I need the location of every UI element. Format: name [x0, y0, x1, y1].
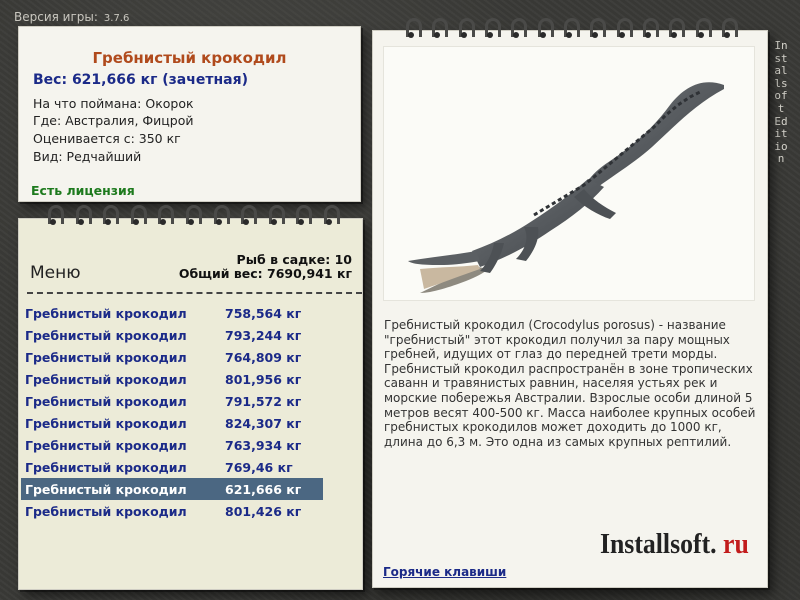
spiral-ring-icon: [156, 205, 170, 227]
version-number: 3.7.6: [103, 13, 130, 24]
fish-list-row[interactable]: [21, 500, 323, 522]
fish-weight: Вес: 621,666 кг (зачетная): [33, 72, 248, 88]
list-divider: [27, 292, 362, 294]
spiral-ring-icon: [588, 18, 602, 40]
hotkeys-link[interactable]: Горячие клавиши: [383, 565, 507, 579]
fish-list-row[interactable]: [21, 434, 323, 456]
keepnet-total-weight: Общий вес: 7690,941 кг: [178, 266, 352, 281]
fish-row-name: Гребнистый крокодил: [25, 327, 187, 343]
fish-row-name: Гребнистый крокодил: [25, 349, 187, 365]
fish-list-row[interactable]: [21, 456, 323, 478]
trophy-threshold: Оценивается с: 350 кг: [33, 131, 181, 146]
fish-row-weight: 769,46 кг: [225, 459, 293, 475]
fish-row-weight: 801,956 кг: [225, 371, 302, 387]
fish-row-name: Гребнистый крокодил: [25, 437, 187, 453]
fish-list-row[interactable]: [21, 478, 323, 500]
fish-list-row[interactable]: [21, 324, 323, 346]
spiral-ring-icon: [46, 205, 60, 227]
fish-list-row[interactable]: [21, 302, 323, 324]
fish-list: [21, 302, 323, 522]
fish-row-weight: 801,426 кг: [225, 503, 302, 519]
spiral-ring-icon: [267, 205, 281, 227]
fish-row-weight: 793,244 кг: [225, 327, 302, 343]
fish-row-weight: 758,564 кг: [225, 305, 302, 321]
crocodile-illustration: [384, 47, 756, 302]
edition-watermark: Installsoft Edition: [774, 39, 788, 166]
fish-row-weight: 764,809 кг: [225, 349, 302, 365]
fish-row-weight: 621,666 кг: [225, 481, 302, 497]
spiral-ring-icon: [404, 18, 418, 40]
fish-row-name: Гребнистый крокодил: [25, 305, 187, 321]
version-label: Версия игры:: [14, 10, 98, 24]
fish-list-row[interactable]: [21, 346, 323, 368]
spiral-ring-icon: [184, 205, 198, 227]
fish-row-name: Гребнистый крокодил: [25, 481, 187, 497]
fish-row-name: Гребнистый крокодил: [25, 503, 187, 519]
fish-list-row[interactable]: [21, 390, 323, 412]
fish-row-name: Гребнистый крокодил: [25, 371, 187, 387]
caught-on: На что поймана: Окорок: [33, 96, 194, 111]
license-status: Есть лицензия: [31, 183, 135, 198]
rarity: Вид: Редчайший: [33, 149, 142, 164]
crocodile-photo: [383, 46, 755, 301]
spiral-ring-icon: [641, 18, 655, 40]
installsoft-logo: [600, 529, 749, 561]
spiral-ring-icon: [615, 18, 629, 40]
menu-button[interactable]: Меню: [30, 263, 81, 283]
fish-row-name: Гребнистый крокодил: [25, 459, 187, 475]
spiral-ring-icon: [212, 205, 226, 227]
spiral-ring-icon: [457, 18, 471, 40]
game-version: [14, 10, 129, 24]
notebook-spiral-right: [404, 18, 734, 40]
spiral-ring-icon: [667, 18, 681, 40]
spiral-ring-icon: [483, 18, 497, 40]
fish-list-row[interactable]: [21, 412, 323, 434]
fish-row-name: Гребнистый крокодил: [25, 393, 187, 409]
spiral-ring-icon: [694, 18, 708, 40]
fish-row-weight: 824,307 кг: [225, 415, 302, 431]
spiral-ring-icon: [101, 205, 115, 227]
spiral-ring-icon: [430, 18, 444, 40]
brand-tld: ru: [716, 529, 749, 560]
fish-list-row[interactable]: [21, 368, 323, 390]
fish-info-card: [18, 26, 361, 202]
fish-row-name: Гребнистый крокодил: [25, 415, 187, 431]
brand-main: Installsoft.: [600, 529, 717, 560]
spiral-ring-icon: [74, 205, 88, 227]
fish-name: Гребнистый крокодил: [92, 49, 287, 67]
spiral-ring-icon: [239, 205, 253, 227]
spiral-ring-icon: [294, 205, 308, 227]
catch-location: Где: Австралия, Фицрой: [33, 113, 194, 128]
spiral-ring-icon: [562, 18, 576, 40]
spiral-ring-icon: [129, 205, 143, 227]
fish-description-card: [372, 30, 768, 588]
fish-row-weight: 763,934 кг: [225, 437, 302, 453]
spiral-ring-icon: [720, 18, 734, 40]
spiral-ring-icon: [536, 18, 550, 40]
notebook-spiral-left: [46, 205, 336, 227]
keepnet-count: Рыб в садке: 10: [236, 252, 352, 267]
catch-list-card: [18, 218, 363, 590]
fish-description-text: Гребнистый крокодил (Crocodylus porosus) - название "гребнистый" этот крокодил получил за пару мощных гребней, идущих от глаз до передней трети морды. Гребнистый крокодил распространён в зоне тропических саванн и травянистых равнин, населяя устьях рек и морские побережья Австралии. Взрослые особи длиной 5 метров весят 400-500 кг. Масса наиболее крупных особей гребнистых крокодилов может доходить до 1000 кг, длина до 6,3 м. Это одна из самых крупных рептилий.: [384, 318, 756, 449]
fish-row-weight: 791,572 кг: [225, 393, 302, 409]
spiral-ring-icon: [509, 18, 523, 40]
spiral-ring-icon: [322, 205, 336, 227]
